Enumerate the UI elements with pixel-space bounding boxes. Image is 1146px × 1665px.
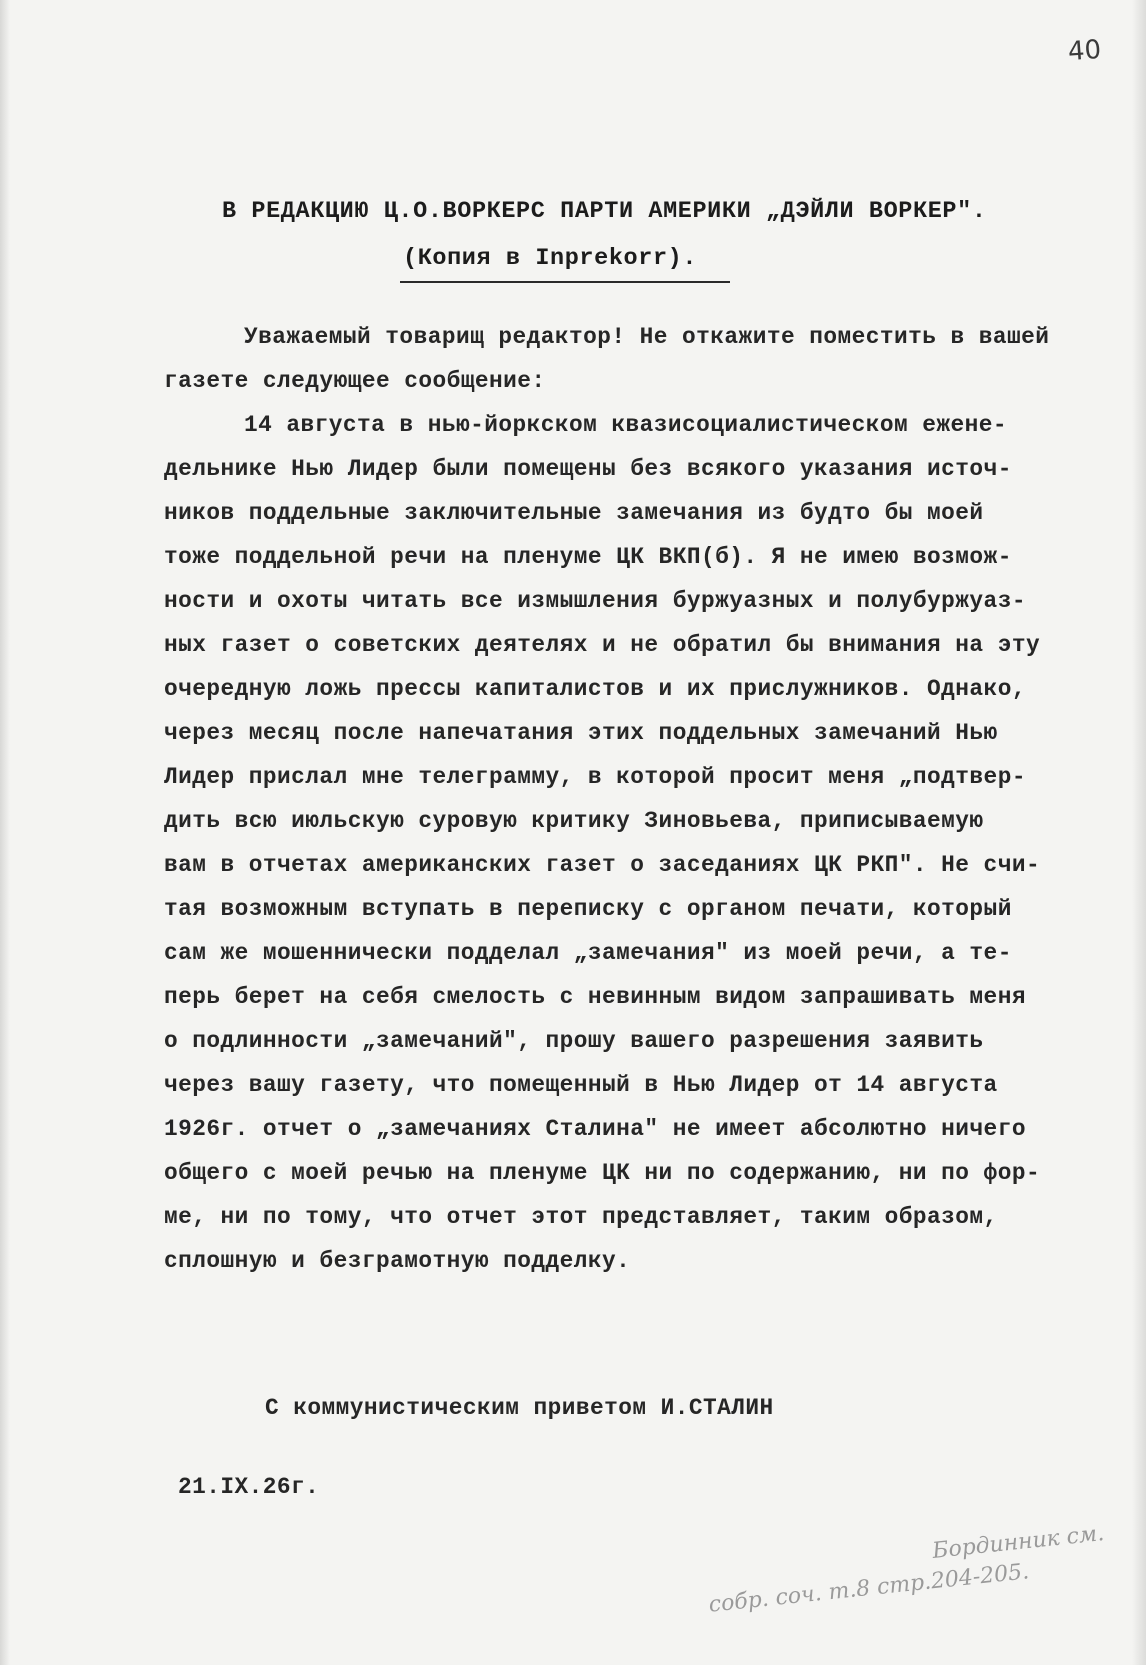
body-line: ных газет о советских деятелях и не обратил бы внимания на эту <box>164 632 1041 658</box>
pencil-note-line-2: собр. соч. т.8 стр.204-205. <box>707 1559 1031 1618</box>
closing-signature: С коммунистическим приветом И.СТАЛИН <box>265 1395 774 1421</box>
body-line: через месяц после напечатания этих поддельных замечаний Нью <box>164 720 998 746</box>
copy-note-line: (Копия в Inprekorr). <box>403 245 698 272</box>
body-line: 1926г. отчет о „замечаниях Сталина" не имеет абсолютно ничего <box>164 1116 1026 1142</box>
pencil-note-line-1: Бординник см. <box>931 1521 1106 1564</box>
body-line: ности и охоты читать все измышления буржуазных и полубуржуаз- <box>164 588 1026 614</box>
body-line: ме, ни по тому, что отчет этот представляет, таким образом, <box>164 1204 998 1230</box>
header-underline <box>400 281 730 283</box>
body-line: очередную ложь прессы капиталистов и их прислужников. Однако, <box>164 676 1026 702</box>
scan-edge-left <box>0 0 10 1665</box>
body-line: тоже поддельной речи на пленуме ЦК ВКП(б). Я не имею возмож- <box>164 544 1012 570</box>
body-line: о подлинности „замечаний", прошу вашего разрешения заявить <box>164 1028 984 1054</box>
addressee-line: В РЕДАКЦИЮ Ц.О.ВОРКЕРС ПАРТИ АМЕРИКИ „ДЭЙЛИ ВОРКЕР". <box>222 198 987 225</box>
body-line: Лидер прислал мне телеграмму, в которой просит меня „подтвер- <box>164 764 1026 790</box>
body-line: вам в отчетах американских газет о заседаниях ЦК РКП". Не счи- <box>164 852 1041 878</box>
body-line: ников поддельные заключительные замечания из будто бы моей <box>164 500 984 526</box>
archive-page-number: 40 <box>1066 34 1103 68</box>
body-line: Уважаемый товарищ редактор! Не откажите поместить в вашей <box>244 324 1050 350</box>
body-line: сам же мошеннически подделал „замечания" из моей речи, а те- <box>164 940 1012 966</box>
letter-date: 21.IX.26г. <box>178 1474 320 1500</box>
body-line: общего с моей речью на пленуме ЦК ни по содержанию, ни по фор- <box>164 1160 1041 1186</box>
body-line: тая возможным вступать в переписку с органом печати, который <box>164 896 1012 922</box>
scan-edge-right <box>1132 0 1146 1665</box>
body-line: сплошную и безграмотную подделку. <box>164 1248 631 1274</box>
body-line: 14 августа в нью-йоркском квазисоциалистическом еженe- <box>244 412 1008 438</box>
body-line: через вашу газету, что помещенный в Нью Лидер от 14 августа <box>164 1072 998 1098</box>
body-line: дить всю июльскую суровую критику Зиновьева, приписываемую <box>164 808 984 834</box>
body-line: перь берет на себя смелость с невинным видом запрашивать меня <box>164 984 1026 1010</box>
body-line: газете следующее сообщение: <box>164 368 546 394</box>
body-line: дельнике Нью Лидер были помещены без всякого указания источ- <box>164 456 1012 482</box>
